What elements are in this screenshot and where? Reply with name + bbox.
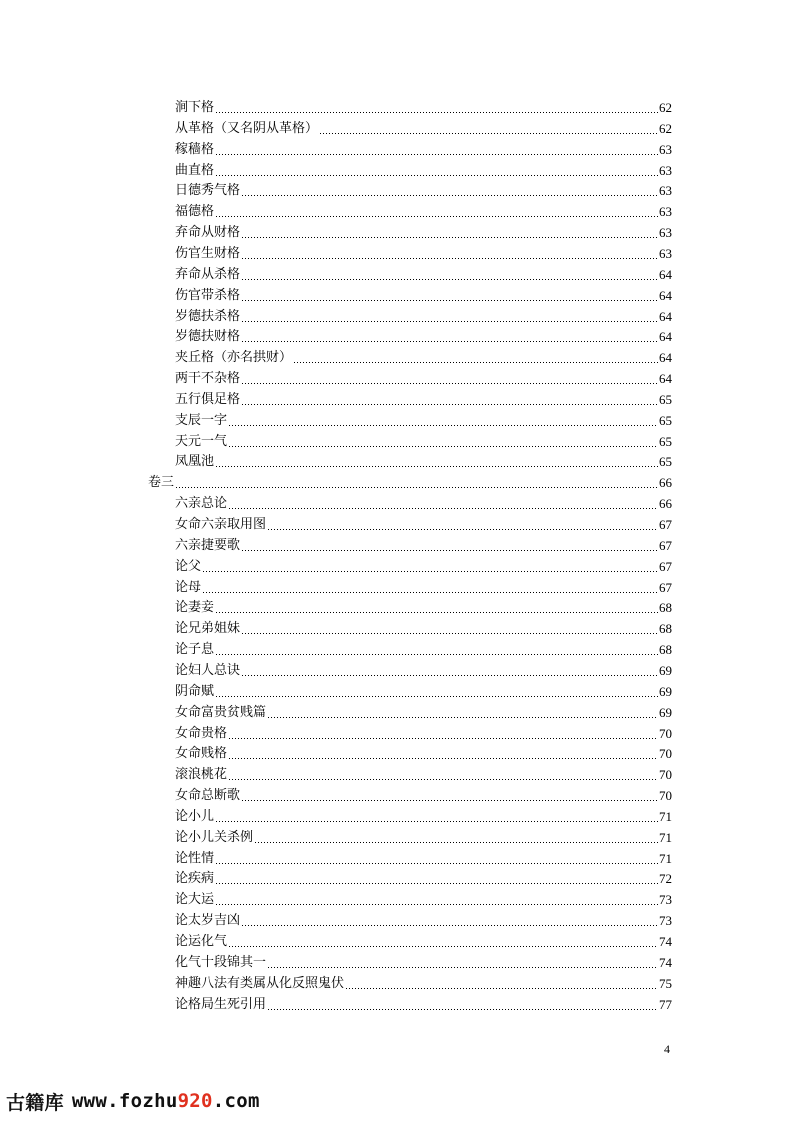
- toc-entry[interactable]: [175, 783, 672, 804]
- toc-entry-title: 曲直格: [175, 162, 215, 178]
- dot-leader: [228, 425, 658, 426]
- toc-entry-title: 神趣八法有类属从化反照鬼伏: [175, 975, 345, 991]
- toc-entry-page: 64: [659, 350, 672, 366]
- toc-entry-title: 弃命从财格: [175, 225, 241, 241]
- toc-entry-title: 岁德扶杀格: [175, 308, 241, 324]
- toc-entry-page: 63: [659, 225, 672, 241]
- dot-leader: [293, 362, 658, 363]
- toc-entry-title: 天元一气: [175, 433, 228, 449]
- dot-leader: [215, 883, 658, 884]
- toc-entry-title: 女命富贵贫贱篇: [175, 704, 267, 720]
- toc-entry[interactable]: [175, 846, 672, 867]
- toc-entry-title: 论小儿: [175, 808, 215, 824]
- dot-leader: [175, 487, 658, 488]
- toc-entry[interactable]: [175, 241, 672, 262]
- toc-entry-title: 阴命赋: [175, 683, 215, 699]
- dot-leader: [267, 1009, 658, 1010]
- toc-entry-page: 67: [659, 558, 672, 574]
- toc-entry-page: 71: [659, 850, 672, 866]
- toc-entry-page: 69: [659, 662, 672, 678]
- toc-entry[interactable]: [175, 950, 672, 971]
- dot-leader: [241, 633, 658, 634]
- dot-leader: [241, 404, 658, 405]
- toc-entry[interactable]: [175, 158, 672, 179]
- toc-entry-title: 从革格（又名阴从革格）: [175, 120, 319, 136]
- dot-leader: [202, 592, 658, 593]
- toc-entry[interactable]: [175, 178, 672, 199]
- toc-entry-page: 70: [659, 788, 672, 804]
- toc-entry[interactable]: [175, 220, 672, 241]
- toc-entry-page: 64: [659, 266, 672, 282]
- site-url-highlight: 920: [177, 1090, 213, 1112]
- toc-entry-page: 63: [659, 204, 672, 220]
- toc-entry[interactable]: [175, 262, 672, 283]
- toc-entry-page: 63: [659, 162, 672, 178]
- toc-entry[interactable]: [175, 345, 672, 366]
- toc-entry-title: 论格局生死引用: [175, 996, 267, 1012]
- toc-entry-page: 77: [659, 996, 672, 1012]
- toc-entry[interactable]: [175, 199, 672, 220]
- dot-leader: [215, 821, 658, 822]
- dot-leader: [241, 321, 658, 322]
- dot-leader: [228, 738, 658, 739]
- toc-entry-title: 六亲总论: [175, 496, 228, 512]
- toc-entry-page: 71: [659, 829, 672, 845]
- dot-leader: [241, 237, 658, 238]
- dot-leader: [241, 258, 658, 259]
- dot-leader: [241, 550, 658, 551]
- toc-entry[interactable]: [175, 700, 672, 721]
- toc-entry-page: 65: [659, 391, 672, 407]
- toc-entry-page: 68: [659, 642, 672, 658]
- toc-entry-page: 64: [659, 371, 672, 387]
- toc-entry[interactable]: [175, 908, 672, 929]
- toc-entry-page: 68: [659, 621, 672, 637]
- dot-leader: [215, 863, 658, 864]
- toc-entry-title: 论妻妾: [175, 600, 215, 616]
- dot-leader: [228, 758, 658, 759]
- toc-entry-title: 卷三: [148, 475, 175, 491]
- dot-leader: [241, 195, 658, 196]
- dot-leader: [254, 842, 658, 843]
- dot-leader: [241, 279, 658, 280]
- toc-entry-page: 62: [659, 100, 672, 115]
- toc-entry-title: 两干不杂格: [175, 371, 241, 387]
- toc-entry[interactable]: [175, 491, 672, 512]
- toc-entry-page: 70: [659, 767, 672, 783]
- dot-leader: [202, 571, 658, 572]
- dot-leader: [267, 717, 658, 718]
- toc-entry-page: 65: [659, 433, 672, 449]
- toc-entry-title: 岁德扶财格: [175, 329, 241, 345]
- toc-entry-page: 66: [659, 475, 672, 491]
- toc-entry[interactable]: [175, 387, 672, 408]
- site-watermark: [6, 1087, 260, 1115]
- toc-entry-title: 伤官生财格: [175, 245, 241, 261]
- dot-leader: [215, 112, 658, 113]
- toc-entry-page: 71: [659, 808, 672, 824]
- toc-entry[interactable]: [175, 971, 672, 992]
- toc-entry[interactable]: [175, 929, 672, 950]
- toc-entry[interactable]: [175, 866, 672, 887]
- dot-leader: [215, 466, 658, 467]
- dot-leader: [228, 446, 658, 447]
- dot-leader: [267, 529, 658, 530]
- toc-entry-title: 日德秀气格: [175, 183, 241, 199]
- toc-entry[interactable]: [175, 137, 672, 158]
- toc-entry[interactable]: [175, 408, 672, 429]
- page-number: 4: [664, 1042, 670, 1056]
- toc-entry[interactable]: [175, 554, 672, 575]
- dot-leader: [241, 800, 658, 801]
- dot-leader: [241, 341, 658, 342]
- toc-entry-title: 夹丘格（亦名拱财）: [175, 350, 293, 366]
- toc-entry-title: 支辰一字: [175, 412, 228, 428]
- dot-leader: [215, 175, 658, 176]
- dot-leader: [215, 654, 658, 655]
- dot-leader: [241, 675, 658, 676]
- toc-entry-title: 论运化气: [175, 934, 228, 949]
- dot-leader: [215, 696, 658, 697]
- toc-entry-page: 65: [659, 454, 672, 470]
- toc-entry[interactable]: [175, 366, 672, 387]
- toc-entry[interactable]: [175, 887, 672, 908]
- toc-entry-page: 73: [659, 913, 672, 929]
- toc-entry-title: 化气十段锦其一: [175, 954, 267, 970]
- toc-entry-title: 论大运: [175, 892, 215, 908]
- dot-leader: [319, 133, 658, 134]
- toc-entry[interactable]: [175, 825, 672, 846]
- dot-leader: [215, 154, 658, 155]
- dot-leader: [228, 779, 658, 780]
- dot-leader: [228, 946, 658, 947]
- toc-entry-page: 69: [659, 683, 672, 699]
- toc-entry[interactable]: [175, 95, 672, 116]
- toc-entry-title: 弃命从杀格: [175, 266, 241, 282]
- toc-entry[interactable]: [175, 721, 672, 742]
- toc-entry-title: 凤凰池: [175, 454, 215, 470]
- toc-entry-title: 福德格: [175, 204, 215, 220]
- toc-entry[interactable]: [175, 804, 672, 825]
- toc-entry-title: 涧下格: [175, 100, 215, 115]
- toc-entry-page: 74: [659, 954, 672, 970]
- toc-entry[interactable]: [175, 116, 672, 137]
- toc-entry-title: 女命总断歌: [175, 788, 241, 804]
- toc-entry-title: 论子息: [175, 642, 215, 658]
- toc-entry[interactable]: [175, 616, 672, 637]
- toc-entry-page: 75: [659, 975, 672, 991]
- dot-leader: [241, 383, 658, 384]
- toc-entry[interactable]: [175, 304, 672, 325]
- toc-entry-page: 67: [659, 579, 672, 595]
- toc-entry-page: 63: [659, 183, 672, 199]
- toc-entry[interactable]: [175, 992, 672, 1013]
- toc-entry-page: 62: [659, 120, 672, 136]
- site-url-prefix: www.fozhu: [71, 1090, 178, 1112]
- dot-leader: [241, 300, 658, 301]
- toc-entry[interactable]: [175, 595, 672, 616]
- dot-leader: [215, 904, 658, 905]
- toc-entry[interactable]: [175, 512, 672, 533]
- site-name: 古籍库: [6, 1091, 64, 1114]
- site-url[interactable]: [72, 1090, 260, 1112]
- toc-entry-title: 论兄弟姐妹: [175, 621, 241, 637]
- toc-entry-page: 66: [659, 496, 672, 512]
- toc-entry-title: 六亲捷要歌: [175, 537, 241, 553]
- toc-entry-page: 63: [659, 245, 672, 261]
- toc-entry-page: 72: [659, 871, 672, 887]
- toc-entry-page: 64: [659, 329, 672, 345]
- toc-entry[interactable]: [175, 741, 672, 762]
- dot-leader: [215, 216, 658, 217]
- toc-entry-title: 稼穑格: [175, 141, 215, 157]
- toc-entry[interactable]: [175, 762, 672, 783]
- toc-entry-title: 女命贵格: [175, 725, 228, 741]
- toc-entry-title: 论妇人总诀: [175, 662, 241, 678]
- toc-entry-title: 女命贱格: [175, 746, 228, 762]
- toc-entry[interactable]: [175, 637, 672, 658]
- toc-entry-page: 67: [659, 517, 672, 532]
- toc-entry-title: 论太岁吉凶: [175, 913, 241, 929]
- toc-entry-page: 70: [659, 746, 672, 762]
- toc-entry-page: 70: [659, 725, 672, 741]
- toc-entry-title: 论小儿关杀例: [175, 829, 254, 845]
- toc-entry-page: 65: [659, 412, 672, 428]
- dot-leader: [267, 967, 658, 968]
- toc-entry-page: 69: [659, 704, 672, 720]
- toc-entry-title: 五行俱足格: [175, 391, 241, 407]
- toc-entry-title: 论父: [175, 558, 202, 574]
- toc-entry-page: 64: [659, 287, 672, 303]
- toc-entry-page: 74: [659, 934, 672, 949]
- dot-leader: [215, 612, 658, 613]
- toc-entry[interactable]: [175, 449, 672, 470]
- site-url-suffix: .com: [212, 1090, 260, 1112]
- toc-entry[interactable]: [175, 679, 672, 700]
- dot-leader: [345, 988, 658, 989]
- toc-entry-title: 论母: [175, 579, 202, 595]
- toc-entry-page: 64: [659, 308, 672, 324]
- toc-entry[interactable]: [175, 575, 672, 596]
- dot-leader: [241, 925, 658, 926]
- toc-entry-title: 论疾病: [175, 871, 215, 887]
- dot-leader: [228, 508, 658, 509]
- toc-entry[interactable]: [175, 283, 672, 304]
- toc-entry-title: 论性情: [175, 850, 215, 866]
- toc-entry-title: 女命六亲取用图: [175, 517, 267, 532]
- toc-entry-title: 滚浪桃花: [175, 767, 228, 783]
- toc-entry-page: 67: [659, 537, 672, 553]
- toc-entry[interactable]: [175, 658, 672, 679]
- toc-entry[interactable]: [175, 324, 672, 345]
- toc-entry-page: 63: [659, 141, 672, 157]
- toc-entry-page: 73: [659, 892, 672, 908]
- toc-entry-title: 伤官带杀格: [175, 287, 241, 303]
- toc-entry[interactable]: [175, 429, 672, 450]
- toc-entry-page: 68: [659, 600, 672, 616]
- toc-entry[interactable]: [148, 470, 672, 491]
- toc-entry[interactable]: [175, 533, 672, 554]
